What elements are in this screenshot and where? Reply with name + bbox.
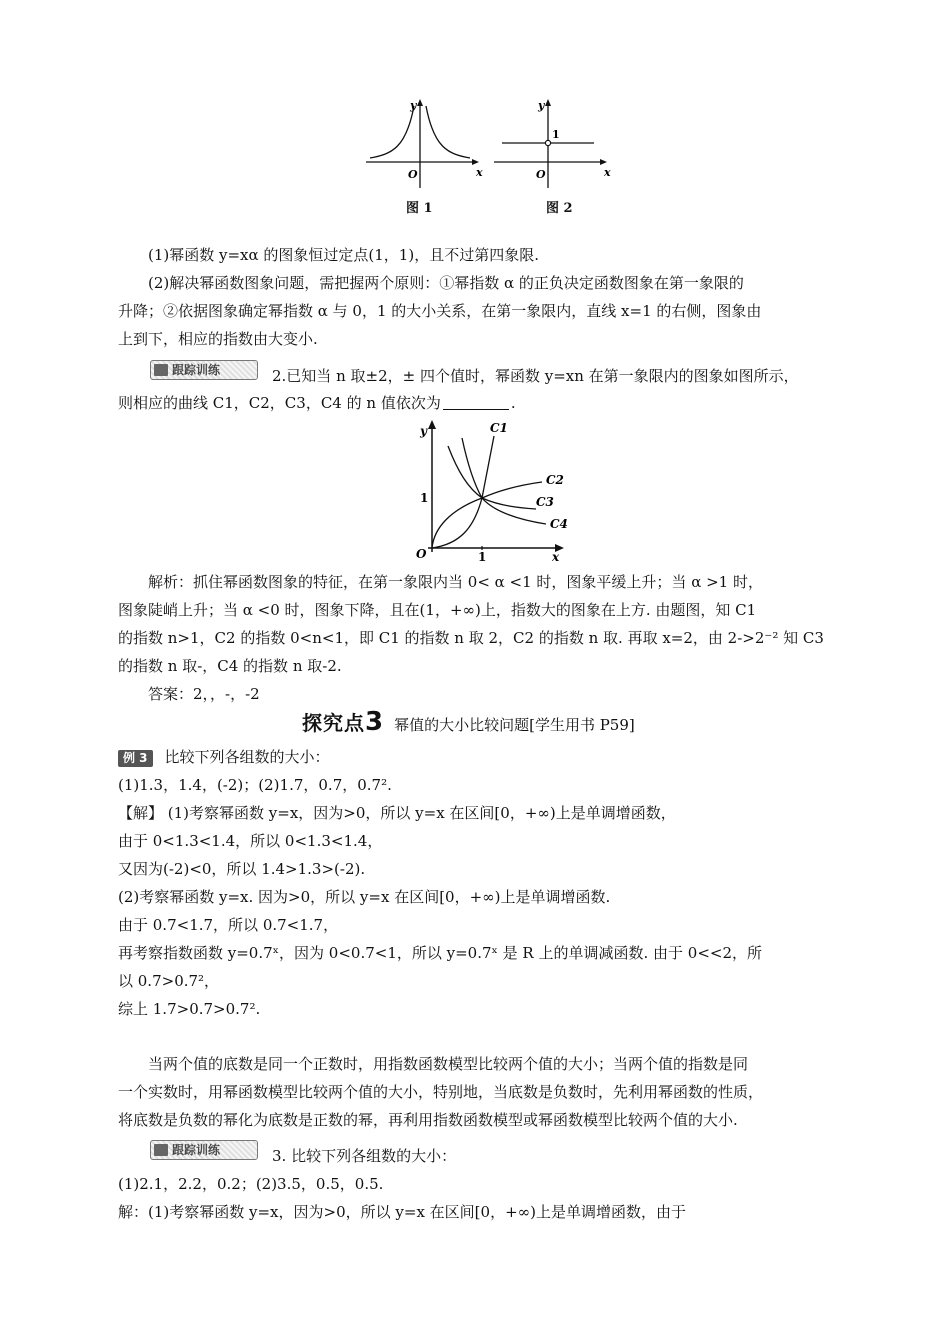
solution-line-2: 由于 0<1.3<1.4，所以 0<1.3<1.4， <box>118 832 383 850</box>
curve-c1-label: C1 <box>490 421 508 435</box>
fig3-one-y-label: 1 <box>420 491 429 505</box>
question-3: 3. 比较下列各组数的大小： <box>272 1147 457 1165</box>
solution-line-7: 以 0.7>0.7²， <box>118 972 220 990</box>
fig3-one-x-label: 1 <box>478 550 487 564</box>
track-training-badge: 跟踪训练 <box>150 360 258 380</box>
fig3-y-label: y <box>420 424 427 438</box>
fig2-y-label: y <box>538 99 545 112</box>
fig1-x-label: x <box>476 166 483 179</box>
solution-line-8: 综上 1.7>0.7>0.7². <box>118 1000 261 1018</box>
figure-power-curves <box>390 418 580 564</box>
fig2-x-label: x <box>604 166 611 179</box>
summary-line-1: 当两个值的底数是同一个正数时，用指数函数模型比较两个值的大小；当两个值的指数是同 <box>148 1055 749 1073</box>
curve-c2-label: C2 <box>546 473 564 487</box>
figure-2-caption: 图 2 <box>546 201 573 216</box>
solution-line-4: (2)考察幂函数 y=x. 因为>0，所以 y=x 在区间[0，+∞)上是单调增函数. <box>118 888 611 906</box>
notebook-icon <box>154 364 168 376</box>
note-line-3: 升降；②依据图象确定幂指数 α 与 0，1 的大小关系，在第一象限内，直线 x=1 的右侧，图象由 <box>118 302 762 320</box>
fig3-x-label: x <box>552 550 560 564</box>
fig2-one-label: 1 <box>552 128 560 141</box>
example-3-prompt: 例 3 比较下列各组数的大小： <box>118 747 330 767</box>
curve-c3-label: C3 <box>536 495 554 509</box>
analysis-line-2: 图象陡峭上升；当 α <0 时，图象下降，且在(1，+∞)上，指数大的图象在上方. 由题图，知 C1 <box>118 601 757 619</box>
analysis-line-4: 的指数 n 取-，C4 的指数 n 取-2. <box>118 657 342 675</box>
fig2-origin-label: O <box>536 168 546 181</box>
notebook-icon <box>154 1144 168 1156</box>
analysis-answer: 答案：2，，-，-2 <box>148 685 260 703</box>
section-label: 探究点3 <box>302 707 385 737</box>
figure-1-caption: 图 1 <box>406 201 433 216</box>
solution-line-5: 由于 0.7<1.7，所以 0.7<1.7， <box>118 916 339 934</box>
figure-2 <box>490 96 620 194</box>
analysis-line-3: 的指数 n>1，C2 的指数 0<n<1，即 C1 的指数 n 取 2，C2 的指数 n 取. 再取 x=2，由 2->2⁻² 知 C3 <box>118 629 824 647</box>
example-badge: 例 3 <box>118 750 153 767</box>
note-line-2: (2)解决幂函数图象问题，需把握两个原则：①幂指数 α 的正负决定函数图象在第一象限的 <box>148 274 744 292</box>
figure-1 <box>362 96 492 194</box>
fig3-origin-label: O <box>416 547 427 561</box>
section-heading <box>302 707 635 737</box>
question-2-line-1: 2.已知当 n 取±2，± 四个值时，幂函数 y=xn 在第一象限内的图象如图所示， <box>272 367 799 385</box>
example-items: (1)1.3，1.4，(-2)；(2)1.7，0.7，0.7². <box>118 776 392 794</box>
solution-line-6: 再考察指数函数 y=0.7ˣ，因为 0<0.7<1，所以 y=0.7ˣ 是 R 上的单调减函数. 由于 0<<2，所 <box>118 944 763 962</box>
curve-c4-label: C4 <box>550 517 568 531</box>
fig1-origin-label: O <box>408 168 418 181</box>
note-line-4: 上到下，相应的指数由大变小. <box>118 330 318 348</box>
question-3-items: (1)2.1，2.2，0.2；(2)3.5，0.5，0.5. <box>118 1175 384 1193</box>
track-training-badge-2: 跟踪训练 <box>150 1140 258 1160</box>
analysis-line-1: 解析：抓住幂函数图象的特征，在第一象限内当 0< α <1 时，图象平缓上升；当 α >1 时， <box>148 573 763 591</box>
section-title: 幂值的大小比较问题[学生用书 P59] <box>394 716 635 734</box>
note-line-1: (1)幂函数 y=xα 的图象恒过定点(1，1)，且不过第四象限. <box>148 246 539 264</box>
question-3-solution: 解：(1)考察幂函数 y=x，因为>0，所以 y=x 在区间[0，+∞)上是单调增函数，由于 <box>118 1203 686 1221</box>
summary-line-3: 将底数是负数的幂化为底数是正数的幂，再利用指数函数模型或幂函数模型比较两个值的大小. <box>118 1111 738 1129</box>
summary-line-2: 一个实数时，用幂函数模型比较两个值的大小，特别地，当底数是负数时，先利用幂函数的性质， <box>118 1083 764 1101</box>
solution-line-3: 又因为(-2)<0，所以 1.4>1.3>(-2). <box>118 860 366 878</box>
answer-blank <box>443 394 509 410</box>
fig1-y-label: y <box>410 99 417 112</box>
solution-line-1: 【解】 (1)考察幂函数 y=x，因为>0，所以 y=x 在区间[0，+∞)上是单调增函数， <box>118 804 676 822</box>
question-2-line-2: 则相应的曲线 C1，C2，C3，C4 的 n 值依次为 . <box>118 394 516 412</box>
